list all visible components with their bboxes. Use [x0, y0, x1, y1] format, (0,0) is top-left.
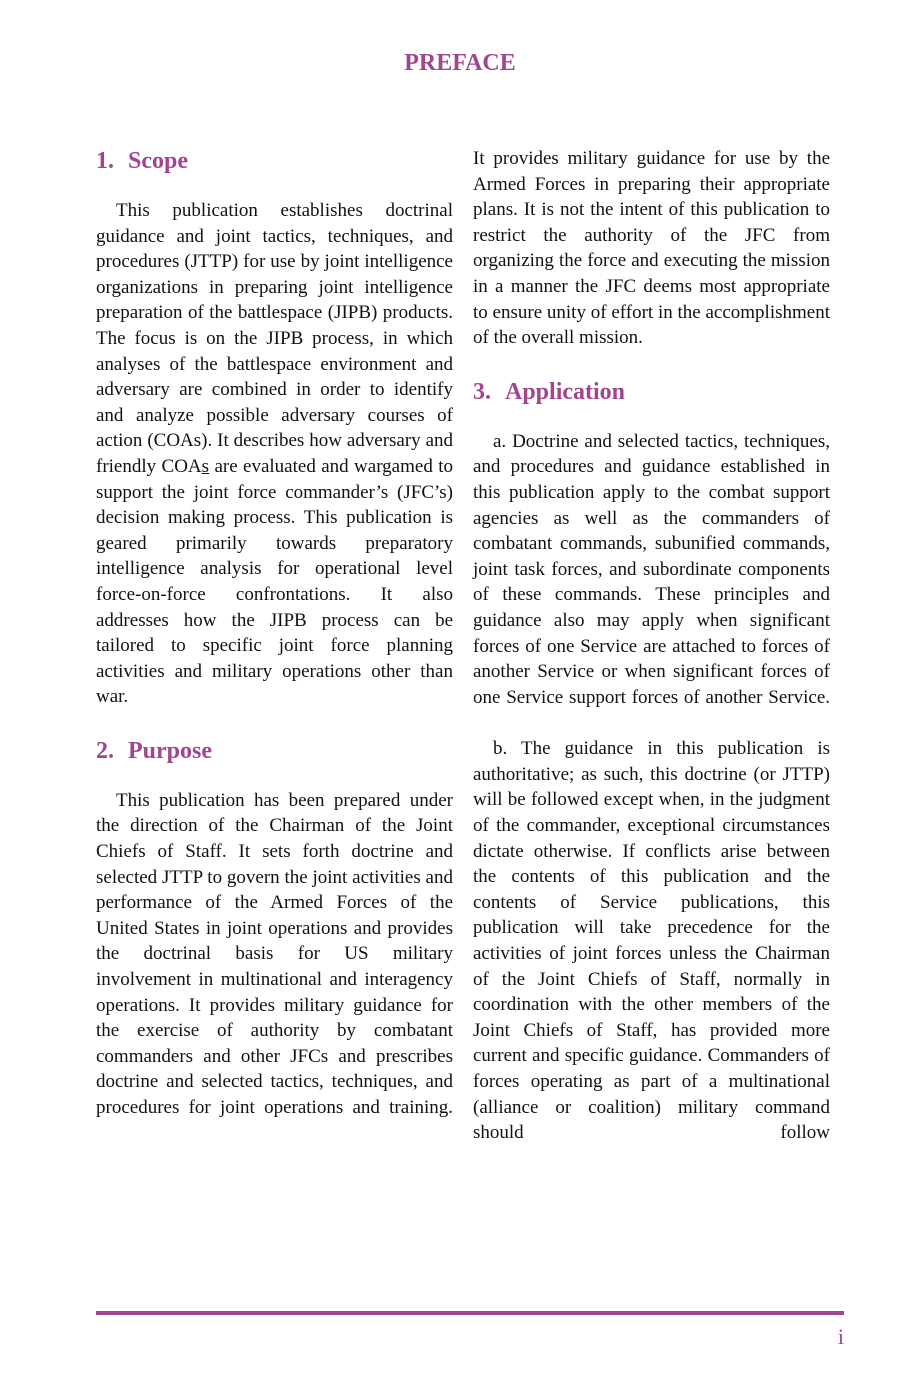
scope-underlined-text: s	[201, 455, 210, 477]
right-column	[473, 146, 830, 1146]
scope-text-part-1: This publication establishes doctrinal guidance and joint tactics, techniques, and procedures (JTTP) for use by joint intelligence organizations in preparing joint intelligence preparation of the battlespace (JIPB) products. The focus is on the JIPB process, in which analyses of the battlespace environment and adversary are combined in order to identify and analyze possible adversary courses of action (COAs). It describes how adversary and friendly COA	[96, 200, 453, 477]
section-number: 3.	[473, 378, 491, 405]
application-paragraph-a: a. Doctrine and selected tactics, techniques, and procedures and guidance established in this publication apply to the combat support agencies as well as the commanders of combatant commands, subunified commands, joint task forces, and subordinate components of these commands. These principles and guidance also may apply when significant forces of one Service are attached to forces of another Service or when significant forces of one Service support forces of another Service.	[473, 430, 830, 708]
application-paragraph-b: b. The guidance in this publication is authoritative; as such, this doctrine (or JTTP) will be followed except when, in the judgment of the commander, exceptional circumstances dictate otherwise. If conflicts arise between the contents of this publication and the contents of Service publications, this publication will take precedence for the activities of joint forces unless the Chairman of the Joint Chiefs of Staff, normally in coordination with the other members of the Joint Chiefs of Staff, has provided more current and specific guidance. Commanders of forces operating as part of a multinational (alliance or coalition) military command should follow	[473, 738, 830, 1144]
left-column	[96, 146, 453, 1121]
section-heading-application	[473, 377, 830, 407]
footer-rule	[96, 1311, 844, 1315]
page-title: PREFACE	[404, 50, 516, 76]
scope-text-part-2: are evaluated and wargamed to support the joint force commander’s (JFC’s) decision making process. This publication is geared primarily towards preparatory intelligence analysis for operational level force-on-force confrontations. It also addresses how the JIPB process can be tailored to specific joint force planning activities and military operations other than war.	[96, 455, 453, 708]
section-heading-purpose	[96, 736, 453, 766]
section-title: Scope	[128, 148, 188, 174]
scope-paragraph	[96, 198, 453, 710]
purpose-paragraph-left: This publication has been prepared under the direction of the Chairman of the Joint Chiefs of Staff. It sets forth doctrine and selected JTTP to govern the joint activities and performance of the Armed Forces of the United States in joint operations and provides the doctrinal basis for US military involvement in multinational and interagency operations. It provides military guidance for the exercise of authority by combatant commanders and other JFCs and prescribes doctrine and selected tactics, techniques, and procedures for joint operations and training.	[96, 789, 453, 1118]
section-title: Application	[505, 378, 626, 405]
page-number: i	[837, 1324, 844, 1349]
purpose-paragraph-right: It provides military guidance for use by the Armed Forces in preparing their appropriate plans. It is not the intent of this publication to restrict the authority of the JFC from organizing the force and executing the mission in a manner the JFC deems most appropriate to ensure unity of effort in the accomplishment of the overall mission.	[473, 148, 830, 349]
section-heading-scope	[96, 146, 453, 176]
section-number: 2.	[96, 737, 114, 764]
section-title: Purpose	[128, 737, 212, 764]
section-number: 1.	[96, 148, 114, 174]
